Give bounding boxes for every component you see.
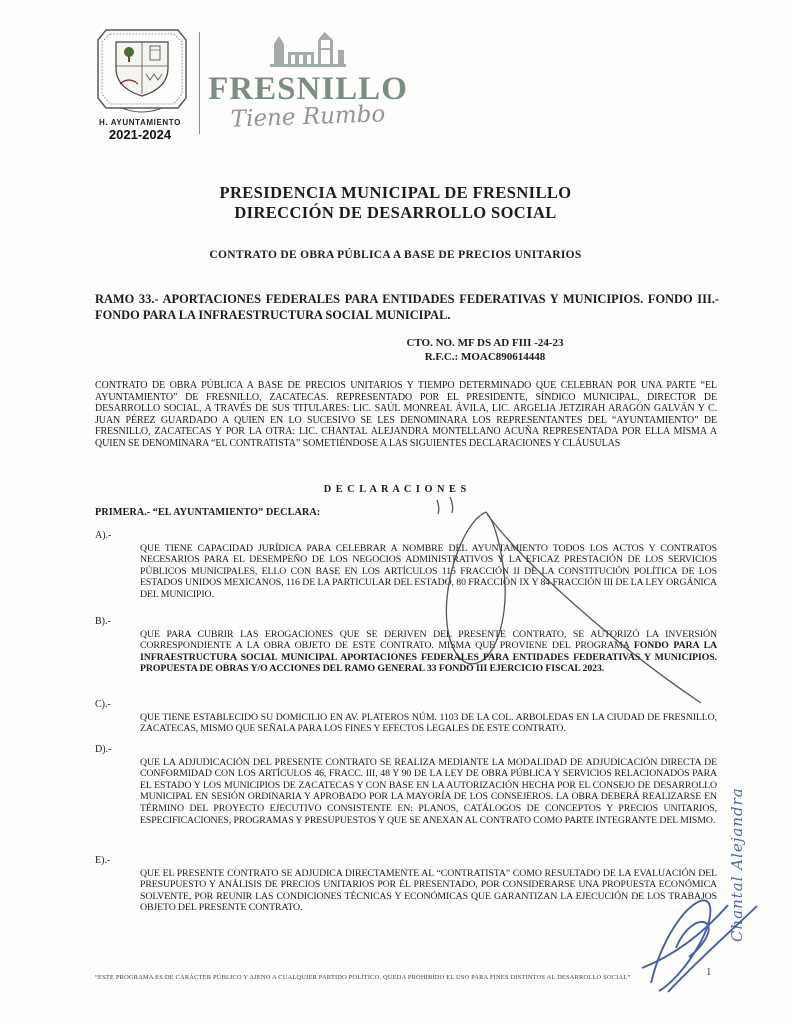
primera-declaration: PRIMERA.- “EL AYUNTAMIENTO” DECLARA: <box>95 507 321 518</box>
clause-a <box>95 530 717 601</box>
header-divider <box>199 32 200 134</box>
contract-ids <box>360 337 610 364</box>
clause-b-body: QUE PARA CUBRIR LAS EROGACIONES QUE SE DERIVEN DEL PRESENTE CONTRATO, SE AUTORIZÓ LA INVERSIÓN CORRESPONDIENTE A LA OBRA OBJETO DE ESTE CONTRATO. MISMA QUE PROVIENE DEL PROGRAMA <box>140 628 717 652</box>
crest-caption-line2: 2021-2024 <box>108 127 172 142</box>
clause-d-text <box>140 757 717 827</box>
ramo-heading: RAMO 33.- APORTACIONES FEDERALES PARA ENTIDADES FEDERATIVAS Y MUNICIPIOS. FONDO III.- FONDO PARA LA INFRAESTRUCTURA SOCIAL MUNICIPAL. <box>95 292 719 322</box>
document-title-line2: DIRECCIÓN DE DESARROLLO SOCIAL <box>234 203 557 222</box>
document-title-line1: PRESIDENCIA MUNICIPAL DE FRESNILLO <box>219 183 572 202</box>
municipal-crest-logo <box>96 28 188 118</box>
clause-a-label: A).- <box>95 530 112 541</box>
clause-b-text <box>140 629 717 675</box>
declaraciones-heading: D E C L A R A C I O N E S <box>323 484 468 495</box>
contract-number: CTO. NO. MF DS AD FIII -24-23 <box>406 337 564 349</box>
monument-icon <box>266 28 350 70</box>
clause-a-text <box>140 543 717 601</box>
brand-name: FRESNILLO <box>208 71 408 107</box>
clause-c-body: QUE TIENE ESTABLECIDO SU DOMICILIO EN AV. PLATEROS NÚM. 1103 DE LA COL. ARBOLEDAS EN LA CIUDAD DE FRESNILLO, ZACATECAS, MISMO QUE SEÑALA PARA LOS FINES Y EFECTOS LEGALES DE ESTE CONTRATO. <box>140 711 717 735</box>
clause-b-label: B).- <box>95 616 111 627</box>
clause-e-text <box>140 868 717 914</box>
clause-d <box>95 744 717 826</box>
clause-e-label: E).- <box>95 855 111 866</box>
clause-c <box>95 699 717 735</box>
clause-c-label: C).- <box>95 699 111 710</box>
fresnillo-brand-logo <box>208 28 408 133</box>
clause-a-body: QUE TIENE CAPACIDAD JURÍDICA PARA CELEBRAR A NOMBRE DEL AYUNTAMIENTO TODOS LOS ACTOS Y CONTRATOS NECESARIOS PARA EL DESEMPEÑO DE LOS NEGOCIOS ADMINISTRATIVOS Y LA EFICAZ PRESTACIÓN DE LOS SERVICIOS PÚBLICOS MUNICIPALES, ELLO CON BASE EN LOS ARTÍCULOS 115 FRACCIÓN II DE LA CONSTITUCIÓN POLÍTICA DE LOS ESTADOS UNIDOS MEXICANOS, 116 DE LA PARTICULAR DEL ESTADO, 80 FRACCIÓN IX Y 84 FRACCIÓN III DE LA LEY ORGÁNICA DEL MUNICIPIO. <box>140 542 717 600</box>
page-number: 1 <box>706 966 712 978</box>
intro-paragraph: CONTRATO DE OBRA PÚBLICA A BASE DE PRECIOS UNITARIOS Y TIEMPO DETERMINADO QUE CELEBRAN POR UNA PARTE “EL AYUNTAMIENTO” DE FRESNILLO, ZACATECAS. REPRESENTADO POR EL PRESIDENTE, SÍNDICO MUNICIPAL, DIRECTOR DE DESARROLLO SOCIAL, A TRAVÉS DE SUS TITULARES: LIC. SAÚL MONREAL ÁVILA, LIC. ARGELIA JETZIRAH ARAGÓN GALVÁN Y C. JUAN PÉREZ GUARDADO A QUIEN EN LO SUCESIVO SE LES DENOMINARA LOS REPRESENTANTES DEL “AYUNTAMIENTO” DE FRESNILLO, ZACATECAS Y POR LA OTRA: LIC. CHANTAL ALEJANDRA MONTELLANO ACUÑA REPRESENTADA POR ELLA MISMA A QUIEN SE DENOMINARA “EL CONTRATISTA” SOMETIÉNDOSE A LAS SIGUIENTES DECLARACIONES Y CLÁUSULAS <box>95 380 717 449</box>
document-subtitle: CONTRATO DE OBRA PÚBLICA A BASE DE PRECIOS UNITARIOS <box>209 249 582 261</box>
clause-d-body: QUE LA ADJUDICACIÓN DEL PRESENTE CONTRATO SE REALIZA MEDIANTE LA MODALIDAD DE ADJUDICACIÓN DIRECTA DE CONFORMIDAD CON LOS ARTÍCULOS 46, FRACC. III, 48 Y 90 DE LA LEY DE OBRA PÚBLICA Y SERVICIOS RELACIONADOS PARA EL ESTADO Y LOS MUNICIPIOS DE ZACATECAS Y CON BASE EN LA AUTORIZACIÓN HECHA POR EL CONSEJO DE DESARROLLO MUNICIPAL EN SESIÓN ORDINARIA Y APROBADO POR LA MAYORÍA DE LOS CONSEJEROS. LA OBRA DEBERÁ REALIZARSE EN TÉRMINO DEL PROYECTO EJECUTIVO CONSISTENTE EN: PLANOS, CATÁLOGOS DE CONCEPTOS Y PRECIOS UNITARIOS, ESPECIFICACIONES, PROGRAMAS Y PRESUPUESTOS Y QUE SE ANEXAN AL CONTRATO COMO PARTE INTEGRANTE DEL MISMO. <box>140 756 717 826</box>
clause-b <box>95 616 717 675</box>
clause-e <box>95 855 717 914</box>
clause-d-label: D).- <box>95 744 112 755</box>
clause-c-text <box>140 712 717 735</box>
contract-rfc: R.F.C.: MOAC890614448 <box>424 350 546 363</box>
crest-caption-line1: H. AYUNTAMIENTO <box>99 118 181 127</box>
crest-caption <box>84 118 196 142</box>
clause-e-body: QUE EL PRESENTE CONTRATO SE ADJUDICA DIRECTAMENTE AL “CONTRATISTA” COMO RESULTADO DE LA EVALUACIÓN DEL PRESUPUESTO Y ANÁLISIS DE PRECIOS UNITARIOS POR ÉL PRESENTADO, POR CONSIDERARSE UNA PROPUESTA ECONÓMICA SOLVENTE, POR REUNIR LAS CONDICIONES TÉCNICAS Y ECONÓMICAS QUE GARANTIZAN LA EJECUCIÓN DE LOS TRABAJOS OBJETO DEL PRESENTE CONTRATO. <box>140 867 717 914</box>
brand-tagline: Tiene Rumbo <box>230 101 386 133</box>
clause-b-bold: FONDO PARA LA INFRAESTRUCTURA SOCIAL MUNICIPAL APORTACIONES FEDERALES PARA ENTIDADES FEDERATIVAS Y MUNICIPIOS. PROPUESTA DE OBRAS Y/O ACCIONES DEL RAMO GENERAL 33 FONDO III EJERCICIO FISCAL 2023. <box>140 640 717 675</box>
handwritten-vertical-name: Chantal Alejandra <box>728 787 746 942</box>
footer-disclaimer: “ESTE PROGRAMA ES DE CARÁCTER PÚBLICO Y AJENO A CUALQUIER PARTIDO POLÍTICO. QUEDA PROHIBIDO EL USO PARA FINES DISTINTOS AL DESARROLLO SOCIAL” <box>95 974 631 981</box>
